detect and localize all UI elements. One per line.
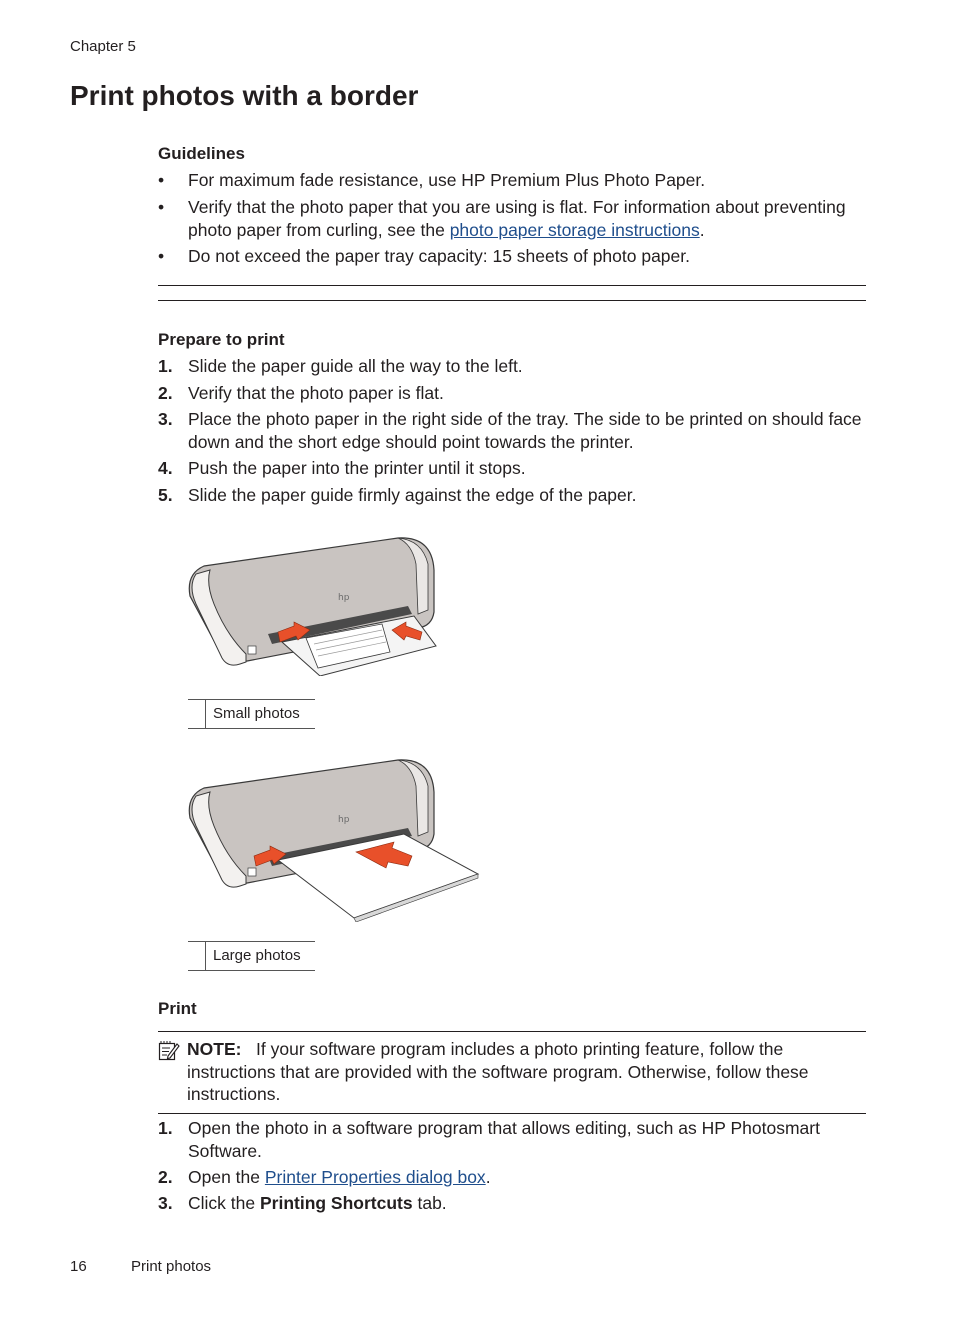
printer-small-photos-illustration (186, 534, 442, 676)
step-text: Open the photo in a software program that allows editing, such as HP Photosmart Software. (188, 1118, 820, 1161)
step-text: Slide the paper guide all the way to the left. (188, 356, 523, 376)
step-text (188, 1166, 878, 1189)
divider (158, 285, 866, 286)
step-number: 2. (158, 1167, 173, 1187)
chapter-label: Chapter 5 (70, 38, 136, 55)
guideline-item: Do not exceed the paper tray capacity: 15 sheets of photo paper. (188, 246, 690, 266)
printer-large-photos-illustration (186, 756, 482, 922)
step-text (188, 1192, 878, 1215)
photo-paper-storage-link[interactable]: photo paper storage instructions (449, 219, 700, 240)
printer-properties-link[interactable]: Printer Properties dialog box (264, 1167, 486, 1187)
guideline-text-end: . (699, 219, 705, 240)
page-title: Print photos with a border (70, 80, 419, 111)
step-text: Place the photo paper in the right side of the tray. The side to be printed on should face down and the short edge should point towards the printer. (188, 409, 862, 452)
page-number: 16 (70, 1258, 87, 1275)
printing-shortcuts-term: Printing Shortcuts (259, 1193, 413, 1213)
step-number: 1. (158, 1118, 173, 1138)
guidelines-heading: Guidelines (158, 144, 245, 163)
step-number: 4. (158, 458, 173, 478)
step-number: 2. (158, 383, 173, 403)
note-text-block (187, 1038, 857, 1106)
print-heading: Print (158, 999, 197, 1018)
caption-small-photos: Small photos (213, 705, 300, 722)
hp-logo: hp (338, 593, 350, 603)
note-text: If your software program includes a photo printing feature, follow the instructions that are provided with the software program. Otherwise, follow these instructions. (187, 1039, 809, 1104)
note-icon (158, 1040, 180, 1062)
caption-divider (205, 942, 206, 970)
caption-large-photos: Large photos (213, 947, 301, 964)
step-number: 1. (158, 356, 173, 376)
bullet-symbol: • (158, 197, 165, 217)
guideline-item (188, 196, 878, 241)
step-number: 3. (158, 409, 173, 429)
step-text: Verify that the photo paper is flat. (188, 383, 444, 403)
step-number: 3. (158, 1193, 173, 1213)
prepare-heading: Prepare to print (158, 330, 285, 349)
divider (158, 300, 866, 301)
step-number: 5. (158, 485, 173, 505)
figure-caption (188, 941, 315, 971)
guideline-text: Verify that the photo paper that you are using is flat. For information about preventing photo paper from curling, see the (188, 197, 846, 240)
guideline-item: For maximum fade resistance, use HP Premium Plus Photo Paper. (188, 170, 706, 190)
footer-section: Print photos (131, 1258, 212, 1275)
caption-divider (205, 700, 206, 728)
bullet-symbol: • (158, 246, 165, 266)
step-text: Push the paper into the printer until it stops. (188, 458, 526, 478)
bullet-symbol: • (158, 170, 165, 190)
step-text-end: tab. (412, 1193, 447, 1213)
step-text: Slide the paper guide firmly against the edge of the paper. (188, 485, 637, 505)
figure-caption (188, 699, 315, 729)
step-text-start: Open the (188, 1167, 265, 1187)
hp-logo: hp (338, 815, 350, 825)
step-text-end: . (485, 1167, 491, 1187)
note-label: NOTE: (187, 1039, 242, 1059)
step-text-start: Click the (188, 1193, 260, 1213)
